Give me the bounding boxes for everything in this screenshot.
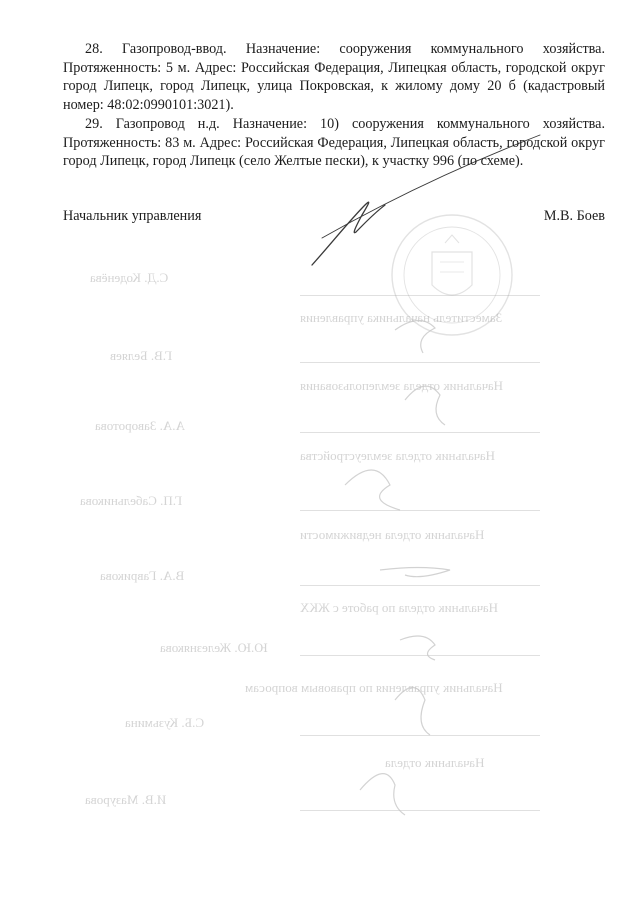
official-seal (392, 215, 512, 335)
signatory-position: Начальник управления (63, 208, 202, 224)
reverse-side-signatures (345, 320, 450, 815)
document-body (63, 40, 605, 172)
document-page: С.Д. Коденёва Заместитель начальника управления Г.В. Беляев Начальник отдела землепользования А.А. Заворотова Начальник отдела землеустройства Г.П. Сабельникова Начальник отдела недвижимости В.А. Гаврикова Начальник отдела по работе с ЖКХ Ю.Ю. Железнякова Начальник управления по правовым вопросам С.Б. Кузьмина Начальник отдела И.В. Мазурова 28. Газопровод-ввод. Назначение: сооружения коммунального хозяйства. Протяженность: 5 м. Адрес: Российская Федерация, Липецкая область, городской округ город Липецк, город Липецк, улица Покровская, к жилому дому 20 б (кадастровый номер: 48:02:0990101:3021). 29. Газопровод н.д. Назначение: 10) сооружения коммунального хозяйства. Протяженность: 83 м. Адрес: Российская Федерация, Липецкая область, городской округ город Липецк, город Липецк (село Желтые пески), к участку 996 (по схеме). Начальник управления М.В. Боев (0, 0, 640, 905)
list-item: 29. Газопровод н.д. Назначение: 10) сооружения коммунального хозяйства. Протяженность: 83 м. Адрес: Российская Федерация, Липецкая область, городской округ город Липецк, город Липецк (село Желтые пески), к участку 996 (по схеме). (63, 116, 605, 169)
signatory-name: М.В. Боев (543, 208, 605, 224)
list-item: 28. Газопровод-ввод. Назначение: сооружения коммунального хозяйства. Протяженность: 5 м. Адрес: Российская Федерация, Липецкая область, городской округ город Липецк, город Липецк, улица Покровская, к жилому дому 20 б (кадастровый номер: 48:02:0990101:3021). (63, 41, 605, 113)
